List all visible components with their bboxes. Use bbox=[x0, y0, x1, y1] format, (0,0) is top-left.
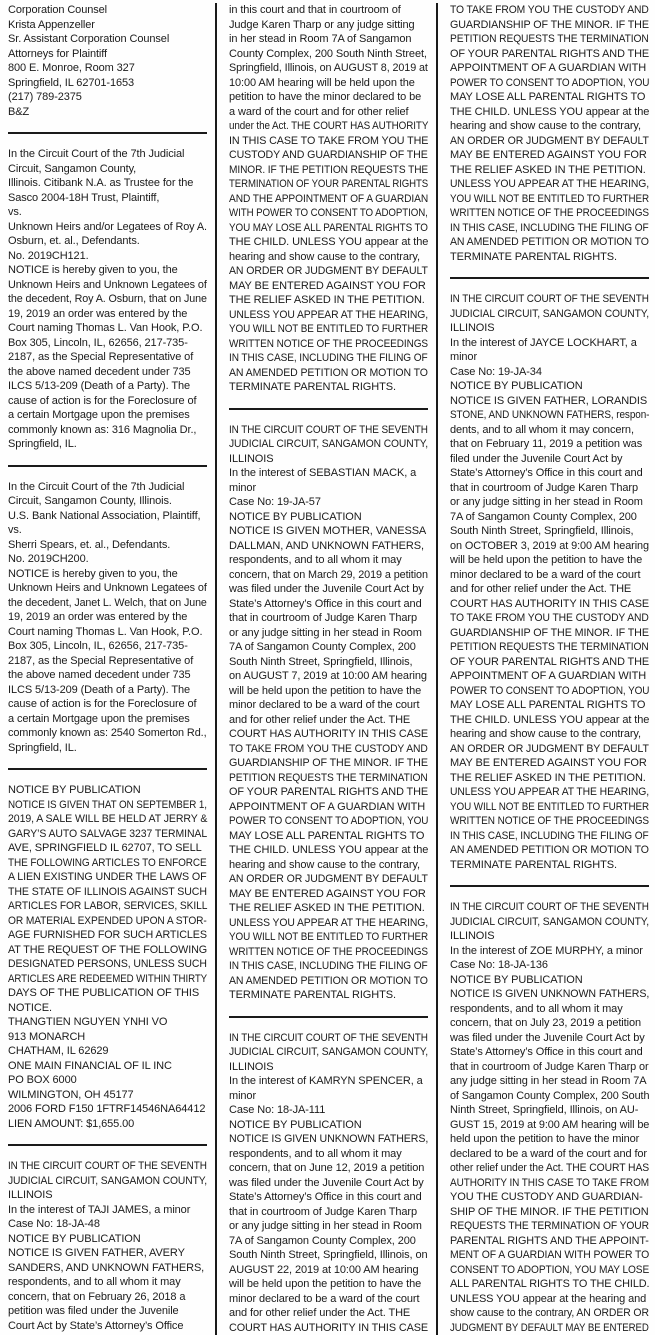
text-line: concern, that on February 26, 2018 a bbox=[8, 1290, 186, 1303]
notice-rule bbox=[450, 277, 649, 279]
text-line: ILCS 5/13-209 (Death of a Party). The bbox=[8, 380, 190, 392]
text-line: 7A of Sangamon County Complex, 200 bbox=[450, 510, 637, 523]
text-line: POWER TO CONSENT TO ADOPTION, YOU bbox=[229, 815, 429, 827]
text-line: respondents, and to all whom it may bbox=[229, 554, 402, 566]
text-line: YOU WILL NOT BE ENTITLED TO FURTHER bbox=[450, 192, 650, 205]
text-line: AGE FURNISHED FOR SUCH ARTICLES bbox=[8, 929, 207, 941]
text-line: Unknown Heirs and Unknown Legatees of bbox=[8, 278, 207, 291]
text-line: other relief under the Act. THE COURT HAS bbox=[450, 1162, 650, 1174]
text-line: Case No: 19-JA-34 bbox=[450, 365, 542, 378]
text-line: minor bbox=[450, 351, 478, 363]
text-line: Osburn, et. al., Defendants. bbox=[8, 235, 140, 247]
text-line: ILLINOIS bbox=[229, 452, 274, 465]
text-line: AN ORDER OR JUDGMENT BY DEFAULT bbox=[450, 742, 649, 755]
column-1 bbox=[8, 3, 207, 1335]
text-line: YOU WILL NOT BE ENTITLED TO FURTHER bbox=[229, 323, 429, 335]
notice-juvenile-kamryn-spencer-part1 bbox=[229, 1031, 428, 1335]
text-line: or any judge sitting in her stead in Room bbox=[229, 626, 422, 639]
text-line: JUDICIAL CIRCUIT, SANGAMON COUNTY, bbox=[450, 307, 649, 320]
notice-rule bbox=[229, 408, 428, 410]
notice-rule bbox=[8, 465, 207, 467]
text-line: Sasco 2004-18H Trust, Plaintiff, bbox=[8, 191, 160, 204]
text-line: under the Act. THE COURT HAS AUTHORITY bbox=[229, 120, 429, 132]
text-line: NOTICE IS GIVEN MOTHER, VANESSA bbox=[229, 525, 427, 537]
text-line: ALL PARENTAL RIGHTS TO THE CHILD. bbox=[450, 1278, 650, 1290]
notice-rule bbox=[229, 1016, 428, 1018]
text-line: IN THIS CASE, INCLUDING THE FILING OF bbox=[229, 352, 428, 364]
text-line: PO BOX 6000 bbox=[8, 1074, 77, 1086]
text-line: TO TAKE FROM YOU THE CUSTODY AND bbox=[229, 742, 428, 755]
text-line: Krista Appenzeller bbox=[8, 18, 95, 31]
text-line: MENT OF A GUARDIAN WITH POWER TO bbox=[450, 1249, 650, 1261]
text-line: 2019, A SALE WILL BE HELD AT JERRY & bbox=[8, 813, 208, 825]
attorney-signature-block bbox=[8, 3, 207, 119]
text-line: minor bbox=[229, 1089, 257, 1102]
text-line: that on February 11, 2019 a petition was bbox=[450, 438, 643, 450]
text-line: Springfield, IL. bbox=[8, 438, 77, 450]
text-line: cause of action is for the Foreclosure of bbox=[8, 698, 197, 710]
text-line: SANDERS, AND UNKNOWN FATHERS, bbox=[8, 1261, 205, 1274]
text-line: and for other relief under the Act. THE bbox=[229, 713, 411, 726]
text-line: a certain Mortgage upon the premises bbox=[8, 712, 190, 725]
text-line: COURT HAS AUTHORITY IN THIS CASE bbox=[229, 1321, 428, 1334]
text-line: concern, that on March 29, 2019 a petition bbox=[229, 568, 428, 581]
text-line: of Sangamon County Complex, 200 South bbox=[450, 1089, 650, 1102]
notice-juvenile-kamryn-spencer-part2 bbox=[450, 3, 649, 264]
text-line: In the interest of TAJI JAMES, a minor bbox=[8, 1203, 191, 1216]
text-line: will be held upon the petition to have the bbox=[450, 554, 643, 566]
text-line: In the Circuit Court of the 7th Judicial bbox=[8, 480, 185, 493]
text-line: ONE MAIN FINANCIAL OF IL INC bbox=[8, 1059, 172, 1072]
text-line: respondents, and to all whom it may bbox=[8, 1276, 181, 1288]
column-divider bbox=[436, 3, 438, 1335]
text-line: IN THE CIRCUIT COURT OF THE SEVENTH bbox=[450, 293, 649, 305]
text-line: State’s Attorney’s Office in this court and bbox=[450, 1046, 643, 1058]
text-line: MAY BE ENTERED AGAINST YOU FOR bbox=[229, 279, 426, 292]
text-line: State’s Attorney’s Office in this court and bbox=[450, 467, 643, 479]
text-line: A LIEN EXISTING UNDER THE LAWS OF bbox=[8, 871, 207, 883]
text-line: THE RELIEF ASKED IN THE PETITION. bbox=[229, 902, 425, 914]
text-line: that in courtroom of Judge Karen Tharp or bbox=[450, 1060, 649, 1073]
text-line: PETITION REQUESTS THE TERMINATION bbox=[229, 771, 428, 784]
text-line: a certain Mortgage upon the premises bbox=[8, 409, 190, 421]
text-line: that in courtroom of Judge Karen Tharp bbox=[450, 481, 638, 494]
text-line: Sr. Assistant Corporation Counsel bbox=[8, 33, 170, 45]
text-line: TO TAKE FROM YOU THE CUSTODY AND bbox=[450, 612, 649, 624]
text-line: Box 305, Lincoln, IL, 62656, 217-735- bbox=[8, 336, 188, 349]
text-line: IN THIS CASE, INCLUDING THE FILING OF bbox=[229, 960, 428, 972]
text-line: ARTICLES ARE REDEEMED WITHIN THIRTY bbox=[8, 972, 208, 985]
text-line: JUDGMENT BY DEFAULT MAY BE ENTERED bbox=[450, 1321, 649, 1334]
text-line: minor declared to be a ward of the court bbox=[450, 568, 641, 581]
text-line: DESIGNATED PERSONS, UNLESS SUCH bbox=[8, 958, 207, 970]
text-line: In the interest of JAYCE LOCKHART, a bbox=[450, 336, 637, 349]
text-line: REQUESTS THE TERMINATION OF YOUR bbox=[450, 1220, 649, 1232]
text-line: or any judge sitting in her stead in Room bbox=[450, 496, 643, 508]
column-2 bbox=[229, 3, 428, 1335]
text-line: THE RELIEF ASKED IN THE PETITION. bbox=[229, 294, 425, 306]
text-line: AVE, SPRINGFIELD IL 62707, TO SELL bbox=[8, 842, 202, 854]
text-line: the above named decedent under 735 bbox=[8, 669, 191, 681]
text-line: TERMINATE PARENTAL RIGHTS. bbox=[229, 381, 396, 393]
text-line: WRITTEN NOTICE OF THE PROCEEDINGS bbox=[229, 337, 428, 350]
text-line: UNLESS YOU APPEAR AT THE HEARING, bbox=[450, 178, 650, 190]
text-line: was filed under the Juvenile Court Act by bbox=[229, 1176, 424, 1189]
text-line: In the interest of ZOE MURPHY, a minor bbox=[450, 944, 643, 957]
notice-lien-sale bbox=[8, 783, 207, 1131]
text-line: (217) 789-2375 bbox=[8, 91, 82, 103]
text-line: MAY BE ENTERED AGAINST YOU FOR bbox=[450, 149, 647, 161]
text-line: AN ORDER OR JUDGMENT BY DEFAULT bbox=[229, 873, 428, 885]
text-line: will be held upon the petition to have the bbox=[229, 1278, 422, 1290]
text-line: YOU WILL NOT BE ENTITLED TO FURTHER bbox=[450, 800, 650, 813]
text-line: IN THIS CASE TO TAKE FROM YOU THE bbox=[229, 134, 429, 147]
text-line: Judge Karen Tharp or any judge sitting bbox=[229, 18, 415, 31]
text-line: THE FOLLOWING ARTICLES TO ENFORCE bbox=[8, 856, 207, 869]
text-line: Sherri Spears, et. al., Defendants. bbox=[8, 538, 171, 551]
text-line: AN AMENDED PETITION OR MOTION TO bbox=[450, 844, 649, 856]
text-line: THE CHILD. UNLESS YOU appear at the bbox=[450, 105, 650, 118]
text-line: AN AMENDED PETITION OR MOTION TO bbox=[450, 236, 649, 248]
text-line: NOTICE. bbox=[8, 1001, 52, 1014]
text-line: NOTICE BY PUBLICATION bbox=[450, 380, 583, 392]
text-line: TERMINATE PARENTAL RIGHTS. bbox=[229, 989, 396, 1001]
text-line: minor bbox=[229, 481, 257, 494]
text-line: NOTICE BY PUBLICATION bbox=[8, 784, 141, 796]
text-line: NOTICE BY PUBLICATION bbox=[229, 510, 362, 523]
text-line: AUGUST 22, 2019 at 10:00 AM hearing bbox=[229, 1263, 419, 1276]
text-line: Ninth Street, Springfield, Illinois, on AU- bbox=[450, 1104, 639, 1116]
text-line: on AUGUST 7, 2019 at 10:00 AM hearing bbox=[229, 670, 427, 682]
text-line: ARTICLES FOR LABOR, SERVICES, SKILL bbox=[8, 900, 208, 912]
text-line: 800 E. Monroe, Room 327 bbox=[8, 62, 135, 74]
text-line: 10:00 AM hearing will be held upon the bbox=[229, 76, 415, 89]
text-line: THANGTIEN NGUYEN YNHI VO bbox=[8, 1016, 168, 1028]
text-line: THE CHILD. UNLESS YOU appear at the bbox=[229, 236, 429, 248]
text-line: NOTICE BY PUBLICATION bbox=[229, 1118, 362, 1131]
notice-rule bbox=[8, 1144, 207, 1146]
text-line: IN THIS CASE, INCLUDING THE FILING OF bbox=[450, 221, 649, 234]
column-3 bbox=[450, 3, 649, 1335]
text-line: vs. bbox=[8, 206, 22, 218]
text-line: LIEN AMOUNT: $1,655.00 bbox=[8, 1117, 135, 1130]
text-line: cause of action is for the Foreclosure of bbox=[8, 394, 197, 407]
text-line: IN THIS CASE, INCLUDING THE FILING OF bbox=[450, 829, 649, 842]
notice-juvenile-jayce-lockhart bbox=[450, 292, 649, 872]
text-line: show cause to the contrary, AN ORDER OR bbox=[450, 1307, 649, 1319]
text-line: MAY BE ENTERED AGAINST YOU FOR bbox=[450, 757, 647, 769]
text-line: Springfield, IL 62701-1653 bbox=[8, 76, 135, 89]
text-line: in her stead in Room 7A of Sangamon bbox=[229, 33, 412, 45]
text-line: YOU WILL NOT BE ENTITLED TO FURTHER bbox=[229, 931, 429, 943]
text-line: any judge sitting in her stead in Room 7A bbox=[450, 1075, 647, 1087]
text-line: UNLESS YOU APPEAR AT THE HEARING, bbox=[229, 916, 429, 929]
text-line: NOTICE IS GIVEN THAT ON SEPTEMBER 1, bbox=[8, 798, 207, 811]
text-line: APPOINTMENT OF A GUARDIAN WITH bbox=[229, 800, 426, 813]
text-line: Springfield, IL. bbox=[8, 741, 77, 754]
notice-juvenile-zoe-murphy bbox=[450, 900, 649, 1335]
text-line: TO TAKE FROM YOU THE CUSTODY AND bbox=[450, 4, 649, 16]
text-line: CONSENT TO ADOPTION, YOU MAY LOSE bbox=[450, 1263, 650, 1276]
text-line: UNLESS YOU APPEAR AT THE HEARING, bbox=[450, 786, 650, 798]
text-line: WRITTEN NOTICE OF THE PROCEEDINGS bbox=[450, 207, 649, 219]
notice-rule bbox=[450, 885, 649, 887]
text-line: PETITION REQUESTS THE TERMINATION bbox=[450, 641, 649, 653]
text-line: or any judge sitting in her stead in Room bbox=[229, 1220, 422, 1232]
text-line: MAY LOSE ALL PARENTAL RIGHTS TO bbox=[450, 699, 646, 711]
text-line: POWER TO CONSENT TO ADOPTION, YOU bbox=[450, 684, 650, 697]
text-line: MAY BE ENTERED AGAINST YOU FOR bbox=[229, 887, 426, 900]
text-line: ILLINOIS bbox=[450, 930, 495, 942]
text-line: commonly known as: 316 Magnolia Dr., bbox=[8, 423, 197, 436]
text-line: 7A of Sangamon County Complex, 200 bbox=[229, 1234, 416, 1247]
text-line: TERMINATE PARENTAL RIGHTS. bbox=[450, 858, 617, 871]
text-line: TERMINATION OF YOUR PARENTAL RIGHTS bbox=[229, 178, 429, 190]
text-line: AN ORDER OR JUDGMENT BY DEFAULT bbox=[450, 134, 649, 147]
text-line: CUSTODY AND GUARDIANSHIP OF THE bbox=[229, 149, 428, 161]
text-line: AND THE APPOINTMENT OF A GUARDIAN bbox=[229, 192, 429, 205]
text-line: Unknown Heirs and Unknown Legatees of bbox=[8, 582, 207, 594]
text-line: vs. bbox=[8, 524, 22, 536]
text-line: Court naming Thomas L. Van Hook, P.O. bbox=[8, 625, 203, 638]
text-line: 2187, as the Special Representative of bbox=[8, 351, 194, 363]
text-line: will be held upon the petition to have the bbox=[229, 684, 422, 697]
text-line: South Ninth Street, Springfield, Illinois, on bbox=[229, 1249, 428, 1261]
text-line: NOTICE BY PUBLICATION bbox=[8, 1232, 141, 1245]
text-line: ILLINOIS bbox=[229, 1060, 274, 1073]
text-line: No. 2019CH200. bbox=[8, 553, 89, 565]
text-line: COURT HAS AUTHORITY IN THIS CASE bbox=[229, 728, 428, 740]
text-line: hearing and show cause to the contrary, bbox=[450, 728, 641, 740]
notice-juvenile-taji-james-part1 bbox=[8, 1159, 207, 1333]
text-line: YOU MAY LOSE ALL PARENTAL RIGHTS TO bbox=[229, 221, 428, 234]
text-line: OF YOUR PARENTAL RIGHTS AND THE bbox=[229, 786, 429, 798]
text-line: IN THE CIRCUIT COURT OF THE SEVENTH bbox=[229, 1031, 428, 1044]
text-line: State’s Attorney’s Office in this court and bbox=[229, 1191, 422, 1203]
text-line: hearing and show cause to the contrary, bbox=[229, 858, 420, 871]
text-line: hearing and show cause to the contrary, bbox=[450, 120, 641, 132]
text-line: Springfield, Illinois, on AUGUST 8, 2019 at bbox=[229, 62, 428, 74]
text-line: THE RELIEF ASKED IN THE PETITION. bbox=[450, 771, 646, 784]
text-line: NOTICE is hereby given to you, the bbox=[8, 567, 178, 580]
text-line: 19, 2019 an order was entered by the bbox=[8, 611, 188, 623]
notice-foreclosure-welch bbox=[8, 480, 207, 756]
text-line: NOTICE IS GIVEN FATHER, LORANDIS bbox=[450, 394, 648, 407]
text-line: NOTICE is hereby given to you, the bbox=[8, 264, 178, 276]
text-line: OR MATERIAL EXPENDED UPON A STOR- bbox=[8, 914, 207, 927]
text-line: GARY’S AUTO SALVAGE 3237 TERMINAL bbox=[8, 827, 208, 840]
text-line: and for other relief under the Act. THE bbox=[450, 583, 632, 595]
text-line: a ward of the court and for other relief bbox=[229, 105, 409, 118]
text-line: ILCS 5/13-209 (Death of a Party). The bbox=[8, 683, 190, 696]
text-line: THE STATE OF ILLINOIS AGAINST SUCH bbox=[8, 885, 207, 898]
text-line: POWER TO CONSENT TO ADOPTION, YOU bbox=[450, 76, 650, 89]
text-line: the above named decedent under 735 bbox=[8, 365, 191, 378]
text-line: UNLESS YOU APPEAR AT THE HEARING, bbox=[229, 308, 429, 321]
text-line: petition to have the minor declared to be bbox=[229, 91, 422, 103]
text-line: COURT HAS AUTHORITY IN THIS CASE bbox=[450, 597, 649, 610]
text-line: DALLMAN, AND UNKNOWN FATHERS, bbox=[229, 539, 424, 552]
text-line: DAYS OF THE PUBLICATION OF THIS bbox=[8, 987, 200, 999]
text-line: No. 2019CH121. bbox=[8, 249, 89, 262]
text-line: PARENTAL RIGHTS AND THE APPOINT- bbox=[450, 1234, 649, 1247]
text-line: concern, that on June 12, 2019 a petition bbox=[229, 1162, 425, 1174]
text-line: IN THE CIRCUIT COURT OF THE SEVENTH bbox=[229, 423, 428, 436]
text-line: YOU THE CUSTODY AND GUARDIAN- bbox=[450, 1191, 643, 1203]
text-line: Court Act by State’s Attorney’s Office bbox=[8, 1319, 184, 1332]
text-line: NOTICE BY PUBLICATION bbox=[450, 973, 583, 986]
text-line: In the Circuit Court of the 7th Judicial bbox=[8, 148, 185, 160]
text-line: that in courtroom of Judge Karen Tharp bbox=[229, 1205, 417, 1218]
text-line: AT THE REQUEST OF THE FOLLOWING bbox=[8, 943, 208, 956]
text-line: Attorneys for Plaintiff bbox=[8, 47, 107, 60]
text-line: minor declared to be a ward of the court bbox=[229, 1292, 420, 1305]
text-line: dents, and to all whom it may concern, bbox=[450, 423, 634, 436]
text-line: APPOINTMENT OF A GUARDIAN WITH bbox=[450, 670, 647, 682]
text-line: ILLINOIS bbox=[8, 1189, 53, 1201]
text-line: 7A of Sangamon County Complex, 200 bbox=[229, 641, 416, 653]
text-line: B&Z bbox=[8, 105, 30, 118]
text-line: Case No: 18-JA-48 bbox=[8, 1218, 100, 1230]
text-line: PETITION REQUESTS THE TERMINATION bbox=[450, 33, 649, 45]
text-line: IN THE CIRCUIT COURT OF THE SEVENTH bbox=[450, 901, 649, 913]
text-line: that in courtroom of Judge Karen Tharp bbox=[229, 612, 417, 624]
text-line: AN ORDER OR JUDGMENT BY DEFAULT bbox=[229, 265, 428, 277]
text-line: JUDICIAL CIRCUIT, SANGAMON COUNTY, bbox=[229, 1046, 428, 1058]
notice-juvenile-sebastian-mack bbox=[229, 423, 428, 1003]
text-line: MAY LOSE ALL PARENTAL RIGHTS TO bbox=[450, 91, 646, 103]
text-line: 2187, as the Special Representative of bbox=[8, 654, 194, 667]
text-line: OF YOUR PARENTAL RIGHTS AND THE bbox=[450, 655, 650, 668]
text-line: GUARDIANSHIP OF THE MINOR. IF THE bbox=[229, 757, 428, 769]
text-line: South Ninth Street, Springfield, Illinois, bbox=[450, 525, 634, 537]
text-line: ILLINOIS bbox=[450, 322, 495, 334]
text-line: GUST 15, 2019 at 9:00 AM hearing will be bbox=[450, 1118, 650, 1131]
text-line: SHIP OF THE MINOR. IF THE PETITION bbox=[450, 1205, 649, 1218]
text-line: CHATHAM, IL 62629 bbox=[8, 1045, 109, 1057]
text-line: APPOINTMENT OF A GUARDIAN WITH bbox=[450, 62, 647, 74]
text-line: respondents, and to all whom it may bbox=[229, 1147, 402, 1160]
text-line: 913 MONARCH bbox=[8, 1030, 86, 1043]
text-line: respondents, and to all whom it may bbox=[450, 1002, 623, 1015]
text-line: OF YOUR PARENTAL RIGHTS AND THE bbox=[450, 47, 650, 60]
text-line: the decedent, Janet L. Welch, that on June bbox=[8, 596, 207, 609]
text-line: Case No: 19-JA-57 bbox=[229, 496, 321, 508]
text-line: Court naming Thomas L. Van Hook, P.O. bbox=[8, 322, 203, 334]
text-line: South Ninth Street, Springfield, Illinois, bbox=[229, 655, 413, 668]
text-line: Unknown Heirs and/or Legatees of Roy A. bbox=[8, 220, 207, 233]
text-line: JUDICIAL CIRCUIT, SANGAMON COUNTY, bbox=[8, 1174, 207, 1187]
notice-juvenile-taji-james-part2 bbox=[229, 3, 428, 395]
text-line: THE CHILD. UNLESS YOU appear at the bbox=[229, 844, 429, 856]
text-line: County Complex, 200 South Ninth Street, bbox=[229, 47, 427, 60]
text-line: STONE, AND UNKNOWN FATHERS, respon- bbox=[450, 409, 650, 421]
text-line: held upon the petition to have the minor bbox=[450, 1133, 640, 1145]
text-line: IN THE CIRCUIT COURT OF THE SEVENTH bbox=[8, 1160, 207, 1172]
text-line: AUTHORITY IN THIS CASE TO TAKE FROM bbox=[450, 1176, 649, 1189]
text-line: concern, that on July 23, 2019 a petition bbox=[450, 1017, 641, 1029]
text-line: commonly known as: 2540 Somerton Rd., bbox=[8, 727, 207, 739]
text-line: Box 305, Lincoln, IL, 62656, 217-735- bbox=[8, 640, 188, 652]
text-line: State’s Attorney’s Office in this court and bbox=[229, 597, 422, 610]
text-line: NOTICE IS GIVEN UNKNOWN FATHERS, bbox=[229, 1133, 429, 1145]
text-line: AN AMENDED PETITION OR MOTION TO bbox=[229, 366, 428, 379]
text-line: THE RELIEF ASKED IN THE PETITION. bbox=[450, 163, 646, 176]
text-line: TERMINATE PARENTAL RIGHTS. bbox=[450, 250, 617, 263]
text-line: 2006 FORD F150 1FTRF14546NA64412 bbox=[8, 1103, 206, 1115]
text-line: MAY LOSE ALL PARENTAL RIGHTS TO bbox=[229, 829, 425, 842]
text-line: the decedent, Roy A. Osburn, that on June bbox=[8, 293, 207, 305]
text-line: in this court and that in courtroom of bbox=[229, 4, 401, 16]
text-line: NOTICE IS GIVEN FATHER, AVERY bbox=[8, 1247, 185, 1259]
text-line: Circuit, Sangamon County, Illinois. bbox=[8, 495, 172, 507]
text-line: Illinois. Citibank N.A. as Trustee for the bbox=[8, 177, 194, 189]
text-line: THE CHILD. UNLESS YOU appear at the bbox=[450, 713, 650, 726]
notice-foreclosure-osburn bbox=[8, 147, 207, 452]
text-line: In the interest of KAMRYN SPENCER, a bbox=[229, 1075, 423, 1087]
text-line: declared to be a ward of the court and for bbox=[450, 1147, 647, 1160]
text-line: GUARDIANSHIP OF THE MINOR. IF THE bbox=[450, 626, 649, 639]
text-line: Case No: 18-JA-136 bbox=[450, 959, 548, 971]
text-line: 19, 2019 an order was entered by the bbox=[8, 307, 188, 320]
text-line: AN AMENDED PETITION OR MOTION TO bbox=[229, 974, 428, 987]
text-line: UNLESS YOU appear at the hearing and bbox=[450, 1292, 647, 1305]
text-line: minor declared to be a ward of the court bbox=[229, 699, 420, 711]
column-divider bbox=[215, 3, 217, 1335]
text-line: JUDICIAL CIRCUIT, SANGAMON COUNTY, bbox=[229, 438, 428, 450]
text-line: Corporation Counsel bbox=[8, 4, 107, 16]
text-line: MINOR. IF THE PETITION REQUESTS THE bbox=[229, 163, 429, 176]
text-line: Case No: 18-JA-111 bbox=[229, 1104, 326, 1116]
notice-rule bbox=[8, 768, 207, 770]
text-line: U.S. Bank National Association, Plaintiff, bbox=[8, 509, 201, 522]
text-line: on OCTOBER 3, 2019 at 9:00 AM hearing bbox=[450, 539, 649, 552]
text-line: In the interest of SEBASTIAN MACK, a bbox=[229, 467, 417, 479]
text-line: was filed under the Juvenile Court Act by bbox=[450, 1031, 645, 1044]
text-line: JUDICIAL CIRCUIT, SANGAMON COUNTY, bbox=[450, 915, 649, 928]
text-line: filed under the Juvenile Court Act by bbox=[450, 452, 623, 465]
text-line: NOTICE IS GIVEN UNKNOWN FATHERS, bbox=[450, 988, 650, 1000]
text-line: GUARDIANSHIP OF THE MINOR. IF THE bbox=[450, 18, 649, 31]
text-line: WRITTEN NOTICE OF THE PROCEEDINGS bbox=[450, 815, 649, 827]
text-line: petition was filed under the Juvenile bbox=[8, 1305, 179, 1317]
text-line: was filed under the Juvenile Court Act by bbox=[229, 583, 424, 595]
text-line: Circuit, Sangamon County, bbox=[8, 162, 137, 175]
text-line: WITH POWER TO CONSENT TO ADOPTION, bbox=[229, 207, 428, 219]
text-line: and for other relief under the Act. THE bbox=[229, 1307, 411, 1319]
text-line: hearing and show cause to the contrary, bbox=[229, 250, 420, 263]
text-line: WRITTEN NOTICE OF THE PROCEEDINGS bbox=[229, 945, 428, 958]
text-line: WILMINGTON, OH 45177 bbox=[8, 1088, 134, 1101]
notice-rule bbox=[8, 132, 207, 134]
